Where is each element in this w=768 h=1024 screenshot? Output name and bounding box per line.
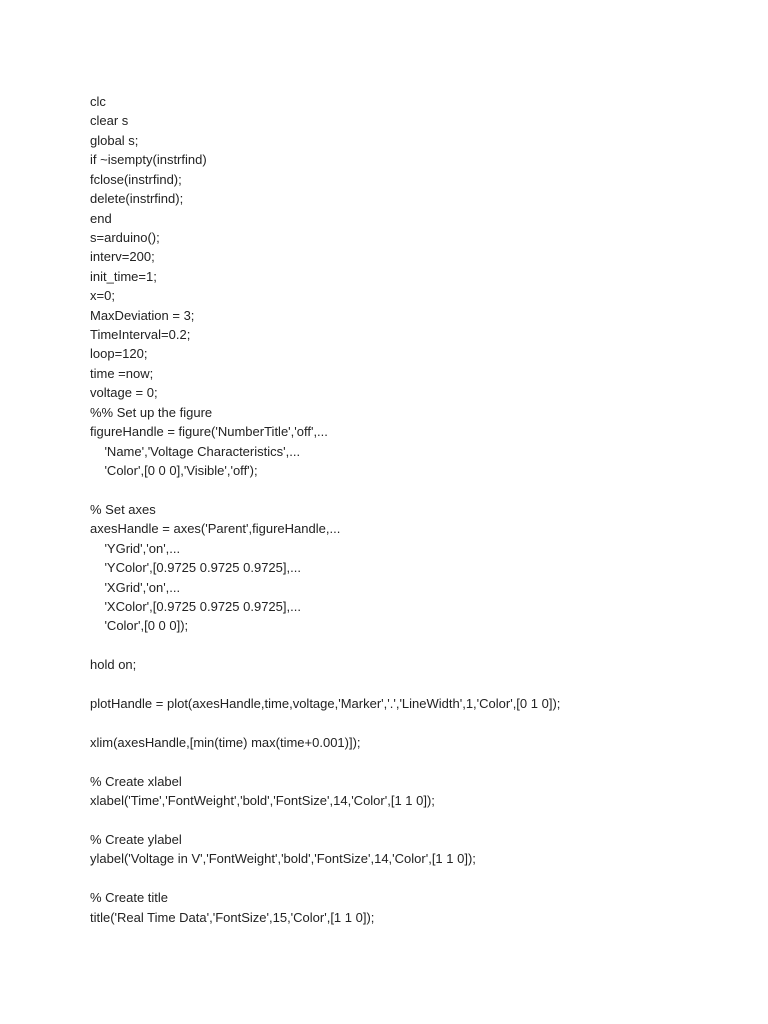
code-line: clc — [90, 94, 106, 109]
code-line: % Create title — [90, 890, 169, 906]
code-line: interv=200; — [90, 249, 155, 265]
code-listing — [90, 92, 750, 927]
blank-line — [90, 714, 750, 733]
code-line: time =now; — [90, 365, 154, 381]
code-line: 'YGrid','on',... — [90, 540, 181, 556]
code-line: if ~isempty(instrfind) — [90, 152, 207, 168]
code-line: 'XGrid','on',... — [90, 579, 181, 595]
code-line: hold on; — [90, 657, 137, 673]
code-line: % Set axes — [90, 501, 156, 517]
blank-line — [90, 480, 750, 499]
code-line: fclose(instrfind); — [90, 171, 182, 187]
code-line: xlabel('Time','FontWeight','bold','FontSize',14,'Color',[1 1 0]); — [90, 793, 435, 809]
code-line: 'Color',[0 0 0]); — [90, 618, 189, 634]
code-line: clear s — [90, 113, 129, 129]
code-line: voltage = 0; — [90, 385, 158, 401]
code-line: title('Real Time Data','FontSize',15,'Color',[1 1 0]); — [90, 909, 375, 925]
code-line: end — [90, 210, 112, 226]
code-line: TimeInterval=0.2; — [90, 327, 191, 343]
code-line: 'XColor',[0.9725 0.9725 0.9725],... — [90, 598, 301, 614]
code-line: ylabel('Voltage in V','FontWeight','bold','FontSize',14,'Color',[1 1 0]); — [90, 851, 476, 867]
code-line: %% Set up the figure — [90, 404, 213, 420]
blank-line — [90, 869, 750, 888]
code-line: x=0; — [90, 288, 115, 304]
code-line: 'YColor',[0.9725 0.9725 0.9725],... — [90, 560, 301, 576]
blank-line — [90, 636, 750, 655]
code-line: global s; — [90, 132, 139, 148]
blank-line — [90, 811, 750, 830]
blank-line — [90, 675, 750, 694]
code-line: 'Color',[0 0 0],'Visible','off'); — [90, 463, 258, 479]
code-line: loop=120; — [90, 346, 148, 362]
code-line: init_time=1; — [90, 268, 157, 284]
code-line: % Create ylabel — [90, 832, 182, 848]
code-line: delete(instrfind); — [90, 191, 184, 207]
code-line: xlim(axesHandle,[min(time) max(time+0.001)]); — [90, 734, 361, 750]
code-line: figureHandle = figure('NumberTitle','off',... — [90, 424, 328, 440]
blank-line — [90, 752, 750, 771]
code-line: MaxDeviation = 3; — [90, 307, 195, 323]
code-line: 'Name','Voltage Characteristics',... — [90, 443, 301, 459]
code-line: s=arduino(); — [90, 229, 160, 245]
code-line: % Create xlabel — [90, 773, 182, 789]
code-line: plotHandle = plot(axesHandle,time,voltage,'Marker','.','LineWidth',1,'Color',[0 1 0]); — [90, 696, 561, 712]
code-line: axesHandle = axes('Parent',figureHandle,... — [90, 521, 341, 537]
